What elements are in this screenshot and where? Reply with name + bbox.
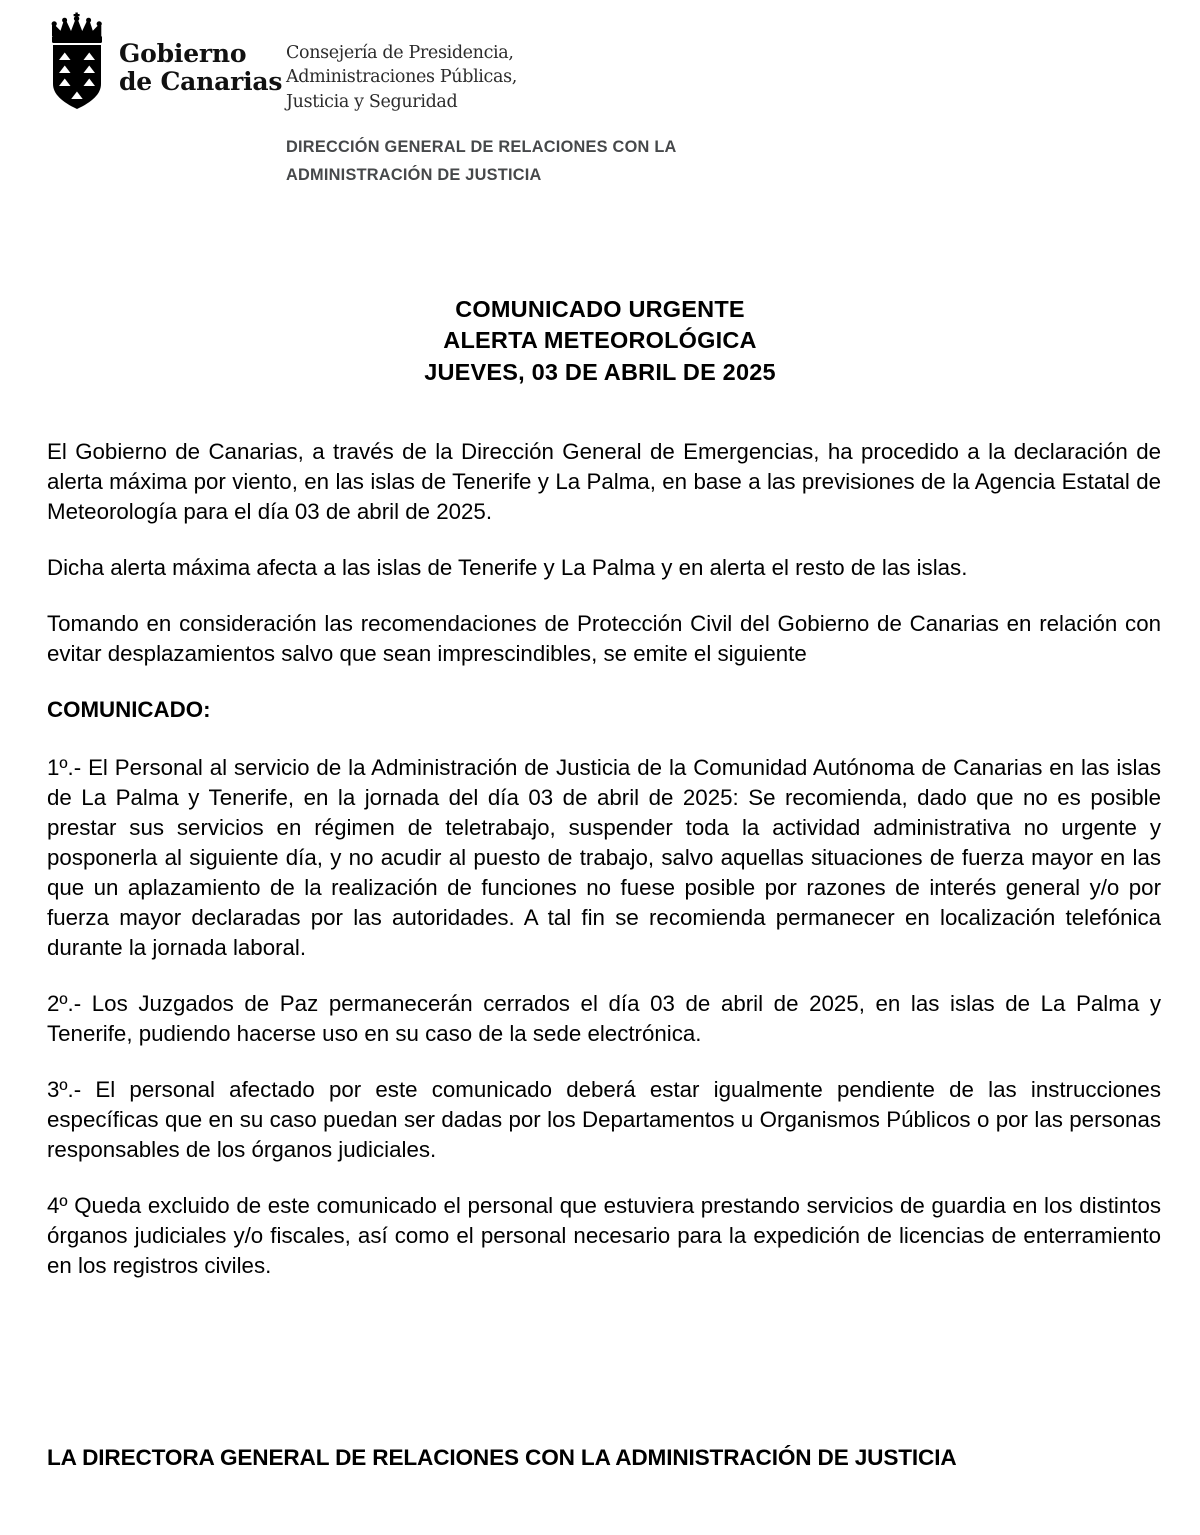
directorate-line-1: DIRECCIÓN GENERAL DE RELACIONES CON LA: [286, 137, 677, 156]
title-line-3: JUEVES, 03 DE ABRIL DE 2025: [424, 358, 776, 385]
department-name: [286, 41, 517, 114]
comunicado-item-1: 1º.- El Personal al servicio de la Administración de Justicia de la Comunidad Autónoma de Canarias en las islas de La Palma y Tenerife, en la jornada del día 03 de abril de 2025: Se recomienda, dado que no es posible prestar sus servicios en régimen de teletrabajo, suspender toda la actividad administrativa no urgente y posponerla al siguiente día, y no acudir al puesto de trabajo, salvo aquellas situaciones de fuerza mayor en las que un aplazamiento de la realización de funciones no fuese posible por razones de interés general y/o por fuerza mayor declaradas por las autoridades. A tal fin se recomienda permanecer en localización telefónica durante la jornada laboral.: [47, 754, 1161, 960]
document-header: [0, 0, 1200, 210]
title-line-1: COMUNICADO URGENTE: [455, 296, 745, 322]
wordmark-line-2: de Canarias: [119, 67, 283, 96]
government-logo: [44, 12, 282, 110]
government-wordmark: [119, 26, 282, 96]
document-body: [47, 437, 1161, 1281]
document-title: [0, 294, 1200, 388]
directorate-general-name: [286, 133, 677, 188]
canary-islands-coat-of-arms-icon: [44, 12, 110, 110]
paragraph-intro-2: Dicha alerta máxima afecta a las islas de Tenerife y La Palma y en alerta el resto de las islas.: [47, 554, 968, 580]
comunicado-item-2: 2º.- Los Juzgados de Paz permanecerán cerrados el día 03 de abril de 2025, en las islas de La Palma y Tenerife, pudiendo hacerse uso en su caso de la sede electrónica.: [47, 990, 1161, 1046]
wordmark-line-1: Gobierno: [119, 39, 247, 68]
comunicado-item-3: 3º.- El personal afectado por este comunicado deberá estar igualmente pendiente de las instrucciones específicas que en su caso puedan ser dadas por los Departamentos u Organismos Públicos o por las personas responsables de los órganos judiciales.: [47, 1076, 1161, 1162]
comunicado-heading: COMUNICADO:: [47, 696, 211, 722]
title-line-2: ALERTA METEOROLÓGICA: [443, 327, 757, 354]
directorate-line-2: ADMINISTRACIÓN DE JUSTICIA: [286, 164, 542, 184]
department-line-2: Administraciones Públicas,: [286, 67, 517, 88]
comunicado-item-4: 4º Queda excluido de este comunicado el personal que estuviera prestando servicios de guardia en los distintos órganos judiciales y/o fiscales, así como el personal necesario para la expedición de licencias de enterramiento en los registros civiles.: [47, 1192, 1161, 1278]
department-line-1: Consejería de Presidencia,: [286, 43, 514, 63]
signature-heading: LA DIRECTORA GENERAL DE RELACIONES CON LA ADMINISTRACIÓN DE JUSTICIA: [47, 1445, 957, 1470]
paragraph-intro-1: El Gobierno de Canarias, a través de la Dirección General de Emergencias, ha procedido a la declaración de alerta máxima por viento, en las islas de Tenerife y La Palma, en base a las previsiones de la Agencia Estatal de Meteorología para el día 03 de abril de 2025.: [47, 439, 1161, 524]
paragraph-intro-3: Tomando en consideración las recomendaciones de Protección Civil del Gobierno de Canarias en relación con evitar desplazamientos salvo que sean imprescindibles, se emite el siguiente: [47, 610, 1161, 666]
department-line-3: Justicia y Seguridad: [286, 91, 458, 112]
